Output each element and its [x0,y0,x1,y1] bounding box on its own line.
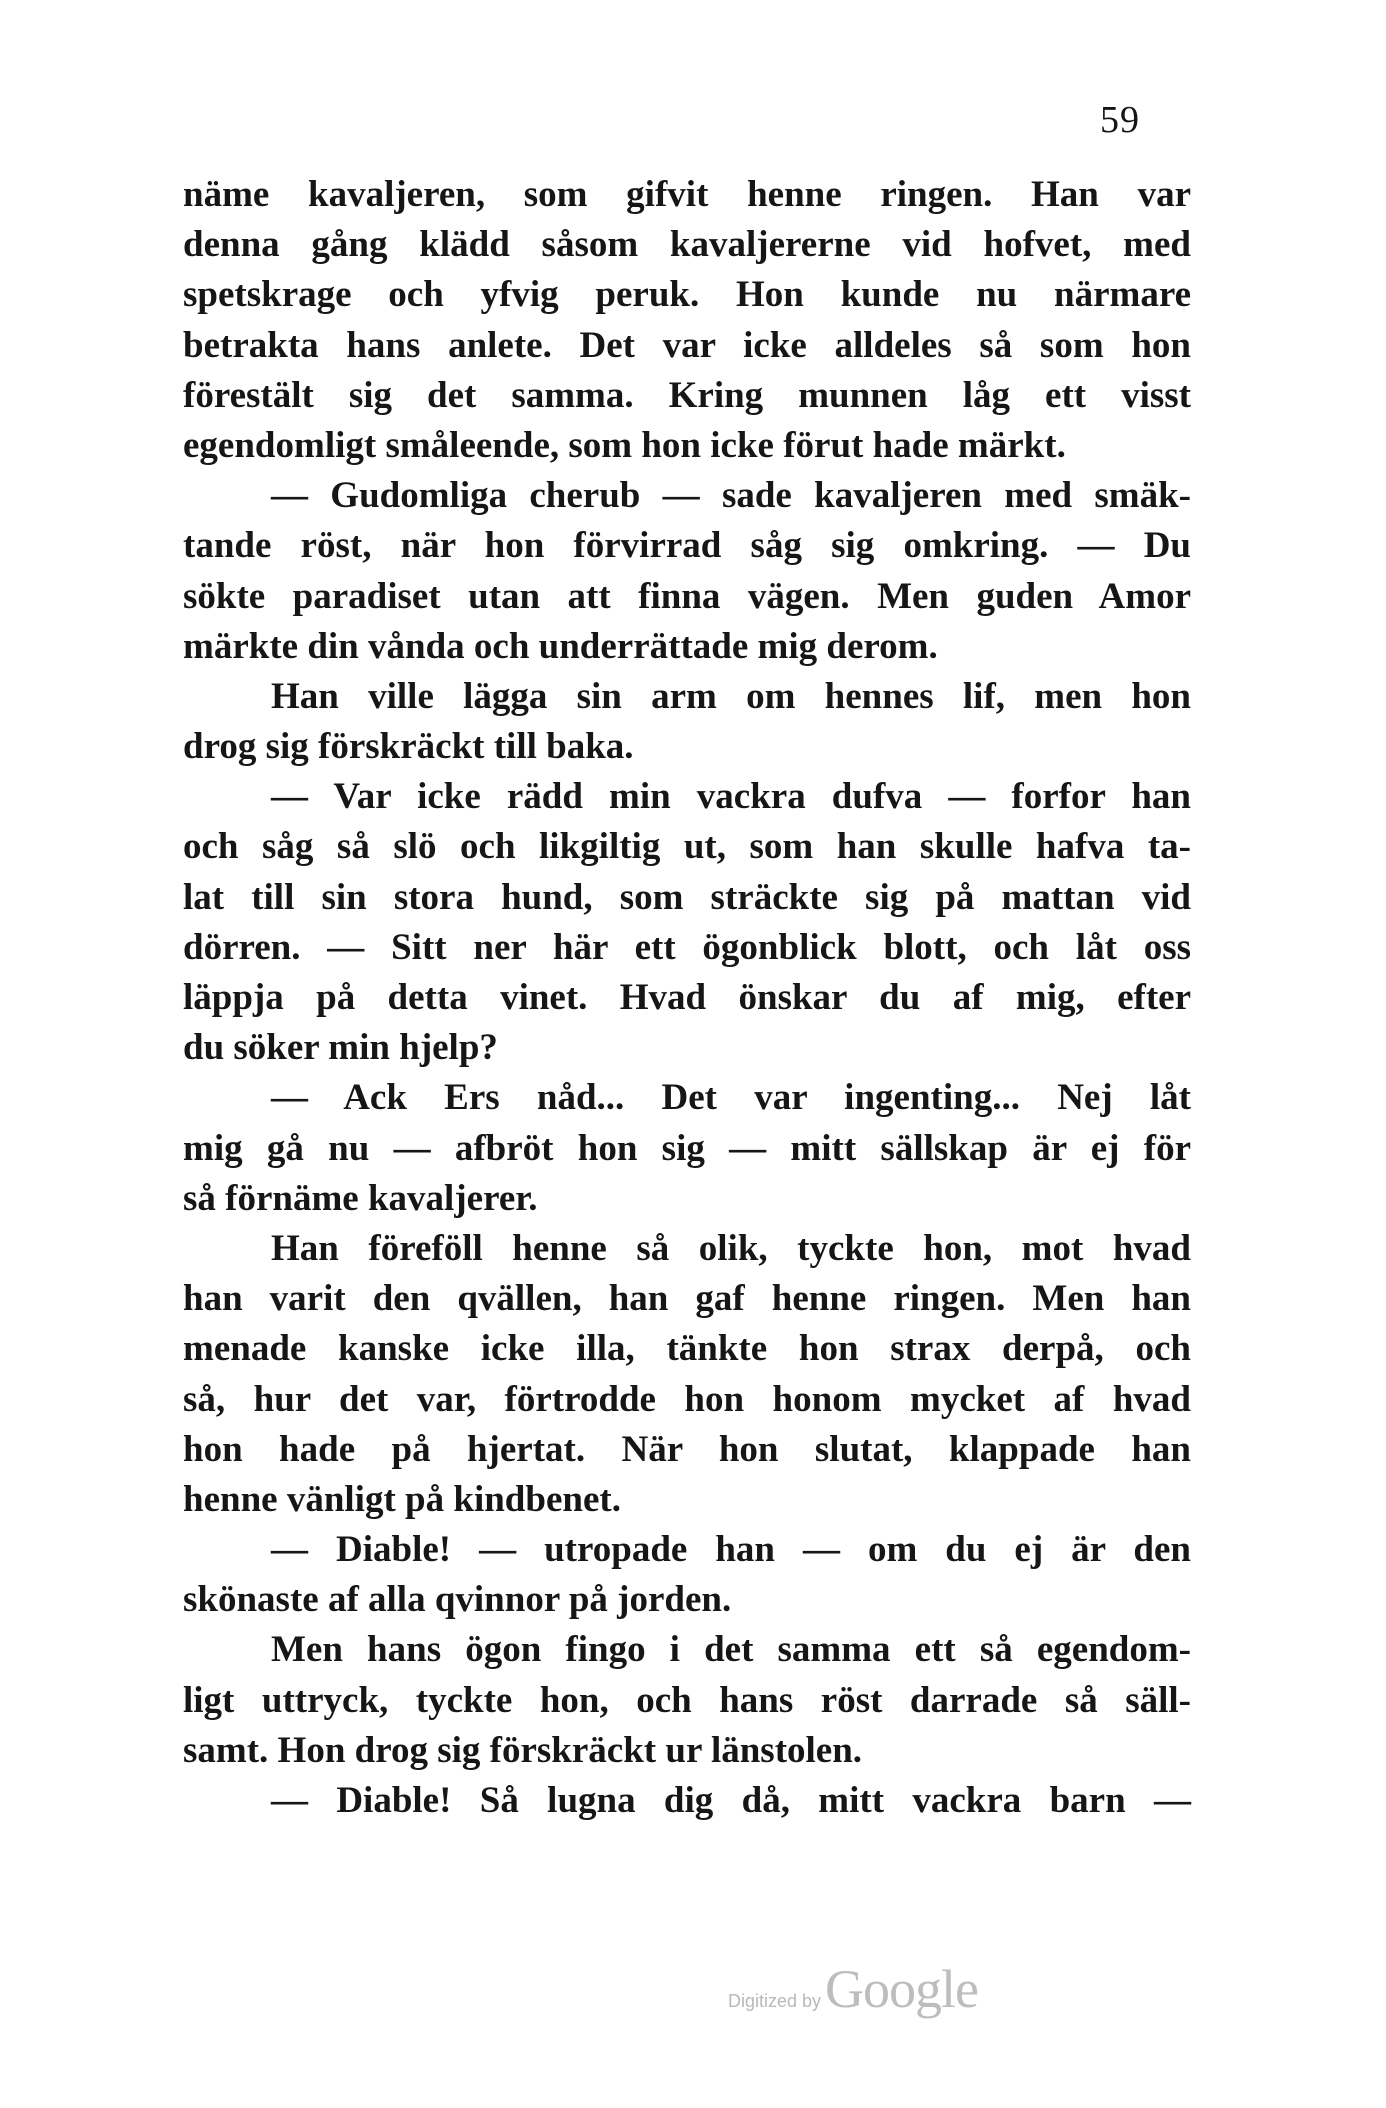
text-line: — Var icke rädd min vackra dufva — forfor han [271,776,1191,818]
text-line: läppja på detta vinet. Hvad önskar du af mig, efter [183,977,1191,1018]
text-line: samt. Hon drog sig förskräckt ur länstolen. [183,1729,863,1771]
text-line: egendomligt småleende, som hon icke förut hade märkt. [183,424,1066,466]
text-line: — Diable! Så lugna dig då, mitt vackra barn — [271,1780,1191,1821]
text-line: så förnäme kavaljerer. [183,1177,538,1219]
text-line: så, hur det var, förtrodde hon honom mycket af hvad [183,1378,1191,1420]
text-line: hon hade på hjertat. När hon slutat, klappade han [183,1428,1191,1470]
body-text [183,170,1191,1826]
text-line: menade kanske icke illa, tänkte hon strax derpå, och [183,1328,1191,1370]
text-line: denna gång klädd såsom kavaljererne vid hofvet, med [183,224,1191,266]
text-line: ligt uttryck, tyckte hon, och hans röst darrade så säll- [183,1679,1191,1721]
text-line: Men hans ögon fingo i det samma ett så egendom- [271,1629,1191,1671]
text-line: lat till sin stora hund, som sträckte sig på mattan vid [183,876,1191,918]
watermark-prefix: Digitized by [728,1991,822,2011]
text-line: — Ack Ers nåd... Det var ingenting... Nej låt [271,1077,1191,1119]
text-line: — Gudomliga cherub — sade kavaljeren med smäk- [271,475,1191,517]
text-line: dörren. — Sitt ner här ett ögonblick blott, och låt oss [183,926,1191,968]
text-line: du söker min hjelp? [183,1027,498,1069]
text-line: henne vänligt på kindbenet. [183,1478,621,1520]
digitized-watermark [728,1958,978,2020]
text-line: och såg så slö och likgiltig ut, som han skulle hafva ta- [183,826,1191,868]
text-line: märkte din vånda och underrättade mig derom. [183,625,938,667]
text-line: betrakta hans anlete. Det var icke alldeles så som hon [183,324,1191,366]
text-line: tande röst, när hon förvirrad såg sig omkring. — Du [183,525,1191,567]
text-line: — Diable! — utropade han — om du ej är den [271,1529,1191,1571]
text-line: förestält sig det samma. Kring munnen låg ett visst [183,374,1191,416]
page-number: 59 [1100,99,1140,141]
text-line: han varit den qvällen, han gaf henne ringen. Men han [183,1278,1191,1320]
text-line: skönaste af alla qvinnor på jorden. [183,1579,732,1621]
text-line: Han föreföll henne så olik, tyckte hon, mot hvad [271,1227,1191,1269]
google-logo: Google [825,1959,979,2019]
text-line: mig gå nu — afbröt hon sig — mitt sällskap är ej för [183,1127,1191,1169]
text-line: näme kavaljeren, som gifvit henne ringen. Han var [183,174,1191,215]
text-line: sökte paradiset utan att finna vägen. Men guden Amor [183,575,1191,617]
text-line: Han ville lägga sin arm om hennes lif, men hon [271,675,1191,717]
text-line: spetskrage och yfvig peruk. Hon kunde nu närmare [183,274,1191,316]
text-line: drog sig förskräckt till baka. [183,726,634,768]
